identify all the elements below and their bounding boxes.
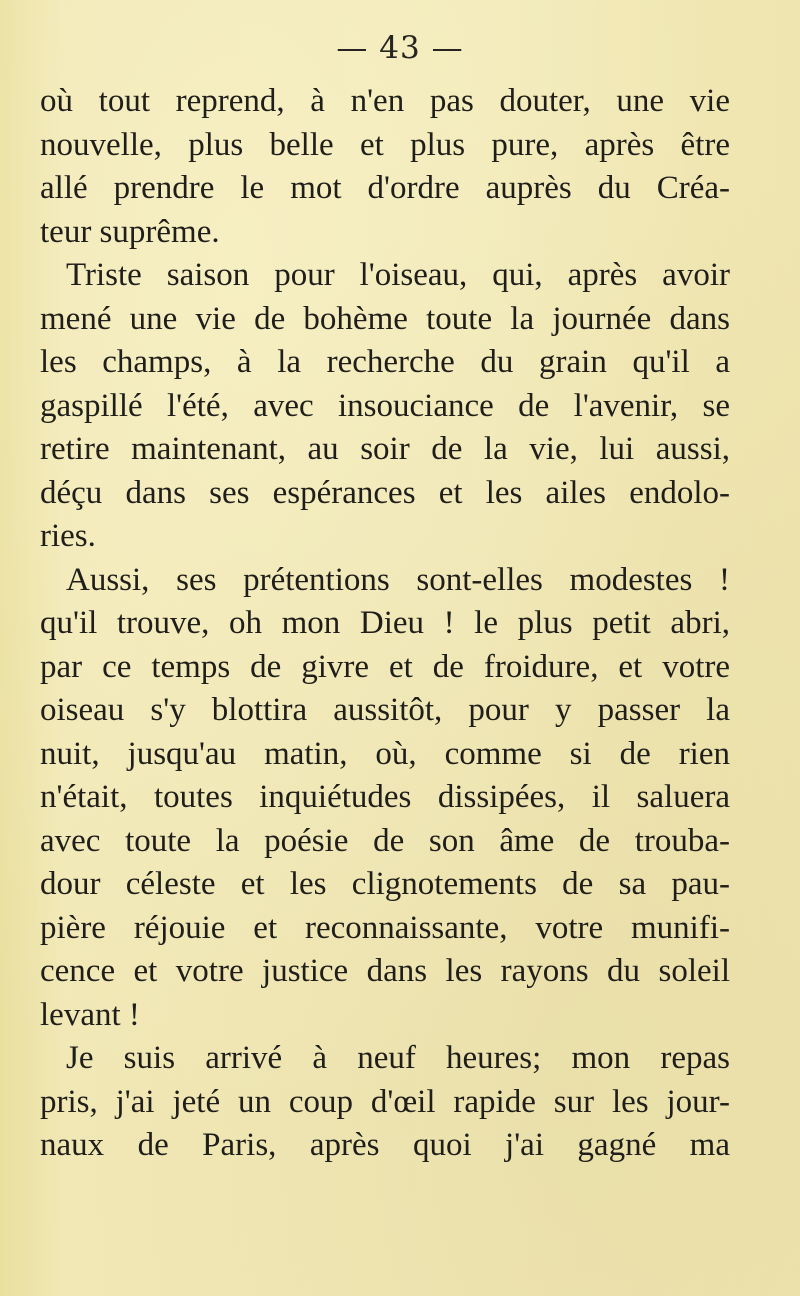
text-line: cence et votre justice dans les rayons du soleil [40, 953, 730, 989]
text-line: où tout reprend, à n'en pas douter, une vie [40, 83, 730, 119]
text-line: pris, j'ai jeté un coup d'œil rapide sur les jour- [40, 1083, 730, 1120]
text-line: levant ! [40, 996, 140, 1033]
text-line: n'était, toutes inquiétudes dissipées, il saluera [40, 779, 730, 815]
text-line: allé prendre le mot d'ordre auprès du Créa- [40, 170, 730, 206]
text-line: nuit, jusqu'au matin, où, comme si de rien [40, 735, 730, 772]
text-line: nouvelle, plus belle et plus pure, après être [40, 126, 730, 163]
text-line: déçu dans ses espérances et les ailes endolo- [40, 474, 730, 511]
text-line: Triste saison pour l'oiseau, qui, après avoir [66, 257, 730, 293]
text-line: gaspillé l'été, avec insouciance de l'avenir, se [40, 387, 730, 424]
text-line: mené une vie de bohème toute la journée dans [40, 300, 730, 337]
text-line: par ce temps de givre et de froidure, et votre [40, 648, 730, 685]
text-line: pière réjouie et reconnaissante, votre munifi- [40, 909, 730, 946]
text-line: Aussi, ses prétentions sont-elles modestes ! [66, 561, 730, 598]
text-line: avec toute la poésie de son âme de trouba- [40, 822, 730, 859]
text-line: Je suis arrivé à neuf heures; mon repas [66, 1040, 730, 1076]
text-line: naux de Paris, après quoi j'ai gagné ma [40, 1127, 730, 1163]
text-line: les champs, à la recherche du grain qu'il a [40, 344, 730, 380]
text-line: dour céleste et les clignotements de sa pau- [40, 866, 730, 902]
text-line: retire maintenant, au soir de la vie, lui aussi, [40, 431, 730, 467]
page-number: — 43 — [336, 30, 464, 66]
text-line: qu'il trouve, oh mon Dieu ! le plus petit abri, [40, 605, 730, 641]
body-text [40, 80, 730, 1168]
text-line: teur suprême. [40, 213, 220, 250]
text-line: oiseau s'y blottira aussitôt, pour y passer la [40, 692, 730, 728]
text-line: ries. [40, 518, 96, 554]
